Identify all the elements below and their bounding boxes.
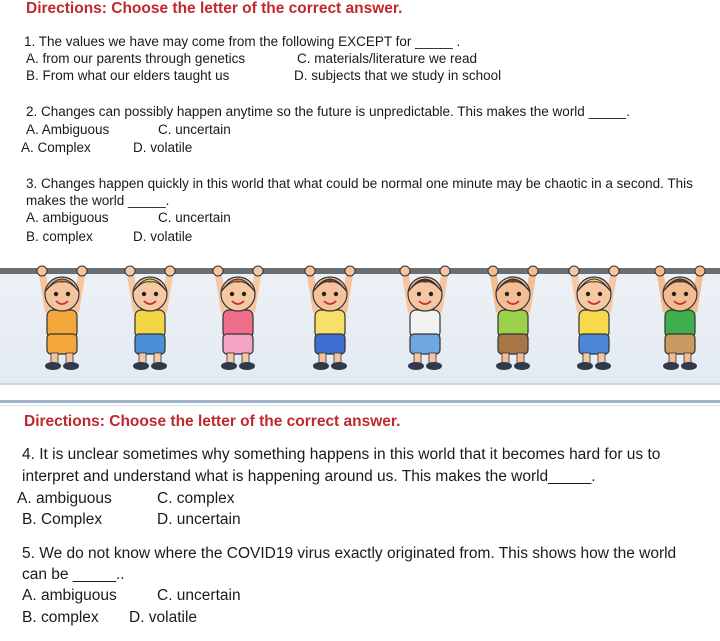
kid-bottom xyxy=(579,334,609,354)
kid-hand-left xyxy=(213,266,223,276)
question-4-option-d[interactable]: D. uncertain xyxy=(157,511,241,528)
kids-hanging-on-bar-image xyxy=(0,258,720,383)
question-2-option-a[interactable]: A. Ambiguous xyxy=(26,122,110,137)
kid-bottom xyxy=(665,334,695,354)
kid-eye-left xyxy=(54,292,58,296)
question-2-option-d[interactable]: D. volatile xyxy=(133,140,193,155)
directions-heading: Directions: Choose the letter of the correct answer. xyxy=(26,0,403,17)
kid-eye-left xyxy=(322,292,326,296)
kid-bottom xyxy=(315,334,345,354)
kid-eye-right xyxy=(154,292,158,296)
kid-eye-left xyxy=(230,292,234,296)
kid-hand-right xyxy=(440,266,450,276)
kid-eye-left xyxy=(586,292,590,296)
kid-bottom xyxy=(498,334,528,354)
question-3-option-c[interactable]: C. uncertain xyxy=(158,210,231,225)
question-4-option-b[interactable]: B. Complex xyxy=(22,511,103,528)
kids-illustration xyxy=(0,258,720,385)
kid-eye-right xyxy=(66,292,70,296)
kid-hand-right xyxy=(165,266,175,276)
question-4-stem-line-1: 4. It is unclear sometimes why something happens in this world that it becomes hard for us to xyxy=(22,446,661,463)
kid-eye-left xyxy=(672,292,676,296)
kid-shoe-right xyxy=(514,362,530,370)
question-3-option-a[interactable]: A. ambiguous xyxy=(26,210,109,225)
question-1-option-a[interactable]: A. from our parents through genetics xyxy=(26,51,246,66)
kid-bottom xyxy=(47,334,77,354)
kid-hand-right xyxy=(695,266,705,276)
question-1-option-b[interactable]: B. From what our elders taught us xyxy=(26,68,230,83)
section-divider-shadow xyxy=(0,405,720,406)
kid-hand-left xyxy=(655,266,665,276)
question-1-option-c[interactable]: C. materials/literature we read xyxy=(297,51,478,66)
kid-shoe-left xyxy=(663,362,679,370)
kid-hand-right xyxy=(253,266,263,276)
question-1-option-d[interactable]: D. subjects that we study in school xyxy=(294,68,502,83)
kid-eye-right xyxy=(429,292,433,296)
question-5-stem-line-2: can be _____.. xyxy=(22,566,125,583)
kid-shoe-right xyxy=(63,362,79,370)
kid-shoe-right xyxy=(151,362,167,370)
question-2-option-c[interactable]: C. uncertain xyxy=(158,122,231,137)
question-3-option-b[interactable]: B. complex xyxy=(26,229,93,244)
kid-hand-right xyxy=(345,266,355,276)
kid-shoe-right xyxy=(681,362,697,370)
kid-shoe-left xyxy=(221,362,237,370)
kid-bottom xyxy=(410,334,440,354)
kid-shoe-left xyxy=(408,362,424,370)
kid-eye-right xyxy=(517,292,521,296)
kid-shoe-left xyxy=(45,362,61,370)
kid-hand-right xyxy=(528,266,538,276)
question-5-option-a[interactable]: A. ambiguous xyxy=(22,587,117,604)
question-5-option-c[interactable]: C. uncertain xyxy=(157,587,241,604)
question-1-stem: 1. The values we have may come from the following EXCEPT for _____ . xyxy=(24,34,461,49)
kid-hand-left xyxy=(488,266,498,276)
kid-hand-right xyxy=(77,266,87,276)
kid-hand-right xyxy=(609,266,619,276)
kid-shoe-left xyxy=(577,362,593,370)
question-4-option-a[interactable]: A. ambiguous xyxy=(17,490,112,507)
question-2-option-a-complex[interactable]: A. Complex xyxy=(21,140,91,155)
kid-hand-left xyxy=(400,266,410,276)
kid-shoe-left xyxy=(133,362,149,370)
kid-eye-left xyxy=(142,292,146,296)
question-3-stem-line-2: makes the world _____. xyxy=(26,193,170,208)
question-2-stem: 2. Changes can possibly happen anytime so the future is unpredictable. This makes the world _____. xyxy=(26,104,630,119)
kid-eye-right xyxy=(334,292,338,296)
kid-shoe-left xyxy=(313,362,329,370)
kid-eye-left xyxy=(505,292,509,296)
kid-shoe-right xyxy=(595,362,611,370)
kid-shoe-right xyxy=(331,362,347,370)
question-4-stem-line-2: interpret and understand what is happening around us. This makes the world_____. xyxy=(22,468,596,485)
question-3-stem-line-1: 3. Changes happen quickly in this world that what could be normal one minute may be chaotic in a second. This xyxy=(26,176,693,191)
kid-eye-right xyxy=(598,292,602,296)
kid-hand-left xyxy=(125,266,135,276)
kid-shoe-right xyxy=(239,362,255,370)
kid-shoe-left xyxy=(496,362,512,370)
kid-hand-left xyxy=(37,266,47,276)
kid-eye-left xyxy=(417,292,421,296)
kid-hand-left xyxy=(569,266,579,276)
question-4-option-c[interactable]: C. complex xyxy=(157,490,235,507)
kid-bottom xyxy=(135,334,165,354)
kid-eye-right xyxy=(684,292,688,296)
question-3-option-d[interactable]: D. volatile xyxy=(133,229,193,244)
kid-hand-left xyxy=(305,266,315,276)
question-5-option-d[interactable]: D. volatile xyxy=(129,609,198,626)
section-divider xyxy=(0,400,720,403)
question-5-option-b[interactable]: B. complex xyxy=(22,609,99,626)
question-5-stem-line-1: 5. We do not know where the COVID19 virus exactly originated from. This shows how the world xyxy=(22,545,677,562)
kid-bottom xyxy=(223,334,253,354)
directions-heading-2: Directions: Choose the letter of the correct answer. xyxy=(24,413,401,430)
kid-eye-right xyxy=(242,292,246,296)
kid-shoe-right xyxy=(426,362,442,370)
